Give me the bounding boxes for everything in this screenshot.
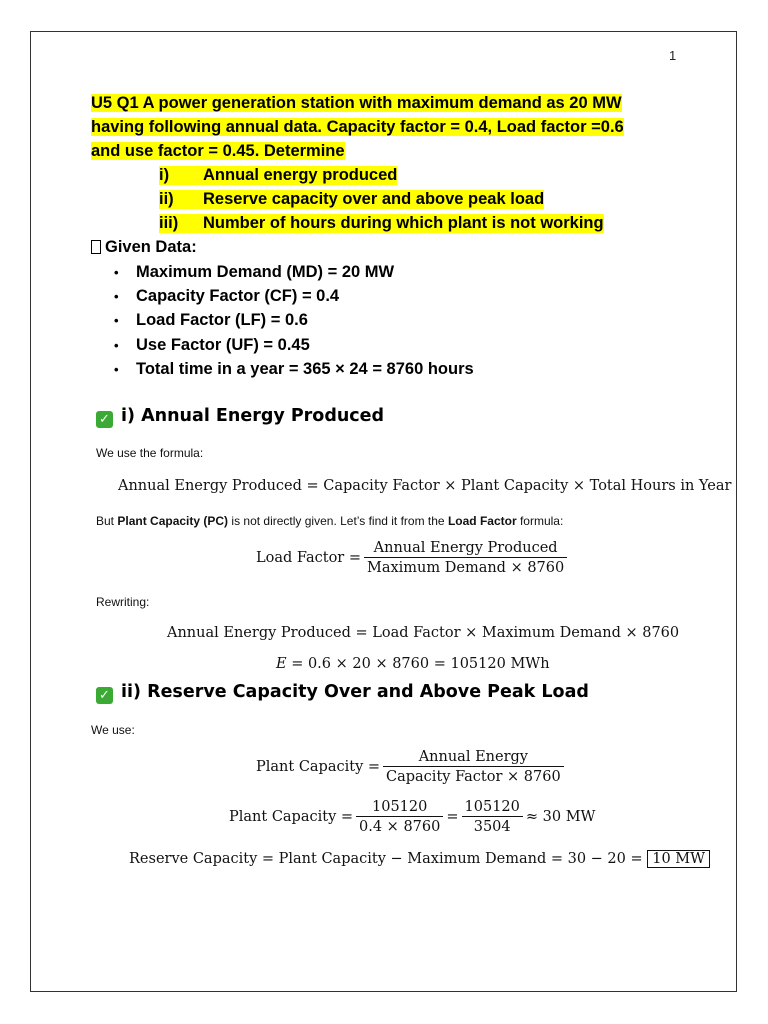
list-item: • Capacity Factor (CF) = 0.4 <box>114 287 340 306</box>
list-item: • Maximum Demand (MD) = 20 MW <box>114 263 395 281</box>
rewriting-label: Rewriting: <box>96 595 150 609</box>
check-mark-icon: ✓ <box>96 687 113 704</box>
question-part-2: ii) Reserve capacity over and above peak load <box>159 190 545 208</box>
formula-plant-capacity: Plant Capacity = $\frac{\text{Annual Energy}}{\text{Capacity Factor × 8760}}$ <box>256 749 567 785</box>
formula-annual-energy: Annual Energy Produced = Capacity Factor × Plant Capacity × Total Hours in Year <box>118 478 732 494</box>
page-number: 1 <box>669 48 677 63</box>
section-heading-annual-energy: ✓ i) Annual Energy Produced <box>96 406 384 428</box>
question-line-1: U5 Q1 A power generation station with maximum demand as 20 MW <box>91 94 622 112</box>
formula-intro: We use the formula: <box>96 446 204 460</box>
question-part-1: i) Annual energy produced <box>159 166 398 184</box>
list-item: • Use Factor (UF) = 0.45 <box>114 335 310 354</box>
given-data-title: Given Data: <box>91 238 197 257</box>
missing-glyph-icon <box>91 240 101 254</box>
section-heading-reserve-capacity: ✓ ii) Reserve Capacity Over and Above Peak Load <box>96 682 589 704</box>
formula-rewritten: Annual Energy Produced = Load Factor × Maximum Demand × 8760 <box>167 625 680 641</box>
list-item: • Total time in a year = 365 × 24 = 8760 hours <box>114 359 474 378</box>
given-data-list <box>114 260 474 381</box>
list-item: • Load Factor (LF) = 0.6 <box>114 311 308 330</box>
plant-capacity-calculation: Plant Capacity = $\frac{105120}{0.4 \times 8760}$ = $\frac{105120}{3504}$ ≈ 30 MW <box>229 799 596 835</box>
question-part-3: iii) Number of hours during which plant is not working <box>159 214 604 232</box>
question-line-2: having following annual data. Capacity factor = 0.4, Load factor =0.6 <box>91 118 624 136</box>
formula-intro: We use: <box>91 723 135 737</box>
energy-result: E = 0.6 × 20 × 8760 = 105120 MWh <box>276 656 550 672</box>
formula-load-factor: Load Factor = $\frac{\text{Annual Energy Produced}}{\text{Maximum Demand × 8760}}$ <box>256 540 570 576</box>
question-line-3: and use factor = 0.45. Determine <box>91 142 345 160</box>
check-mark-icon: ✓ <box>96 411 113 428</box>
boxed-answer: 10 MW <box>647 850 710 868</box>
reserve-capacity-result: Reserve Capacity = Plant Capacity − Maximum Demand = 30 − 20 = 10 MW <box>129 851 710 867</box>
plant-capacity-note: But Plant Capacity (PC) is not directly given. Let’s find it from the Load Factor formula: <box>96 514 564 528</box>
